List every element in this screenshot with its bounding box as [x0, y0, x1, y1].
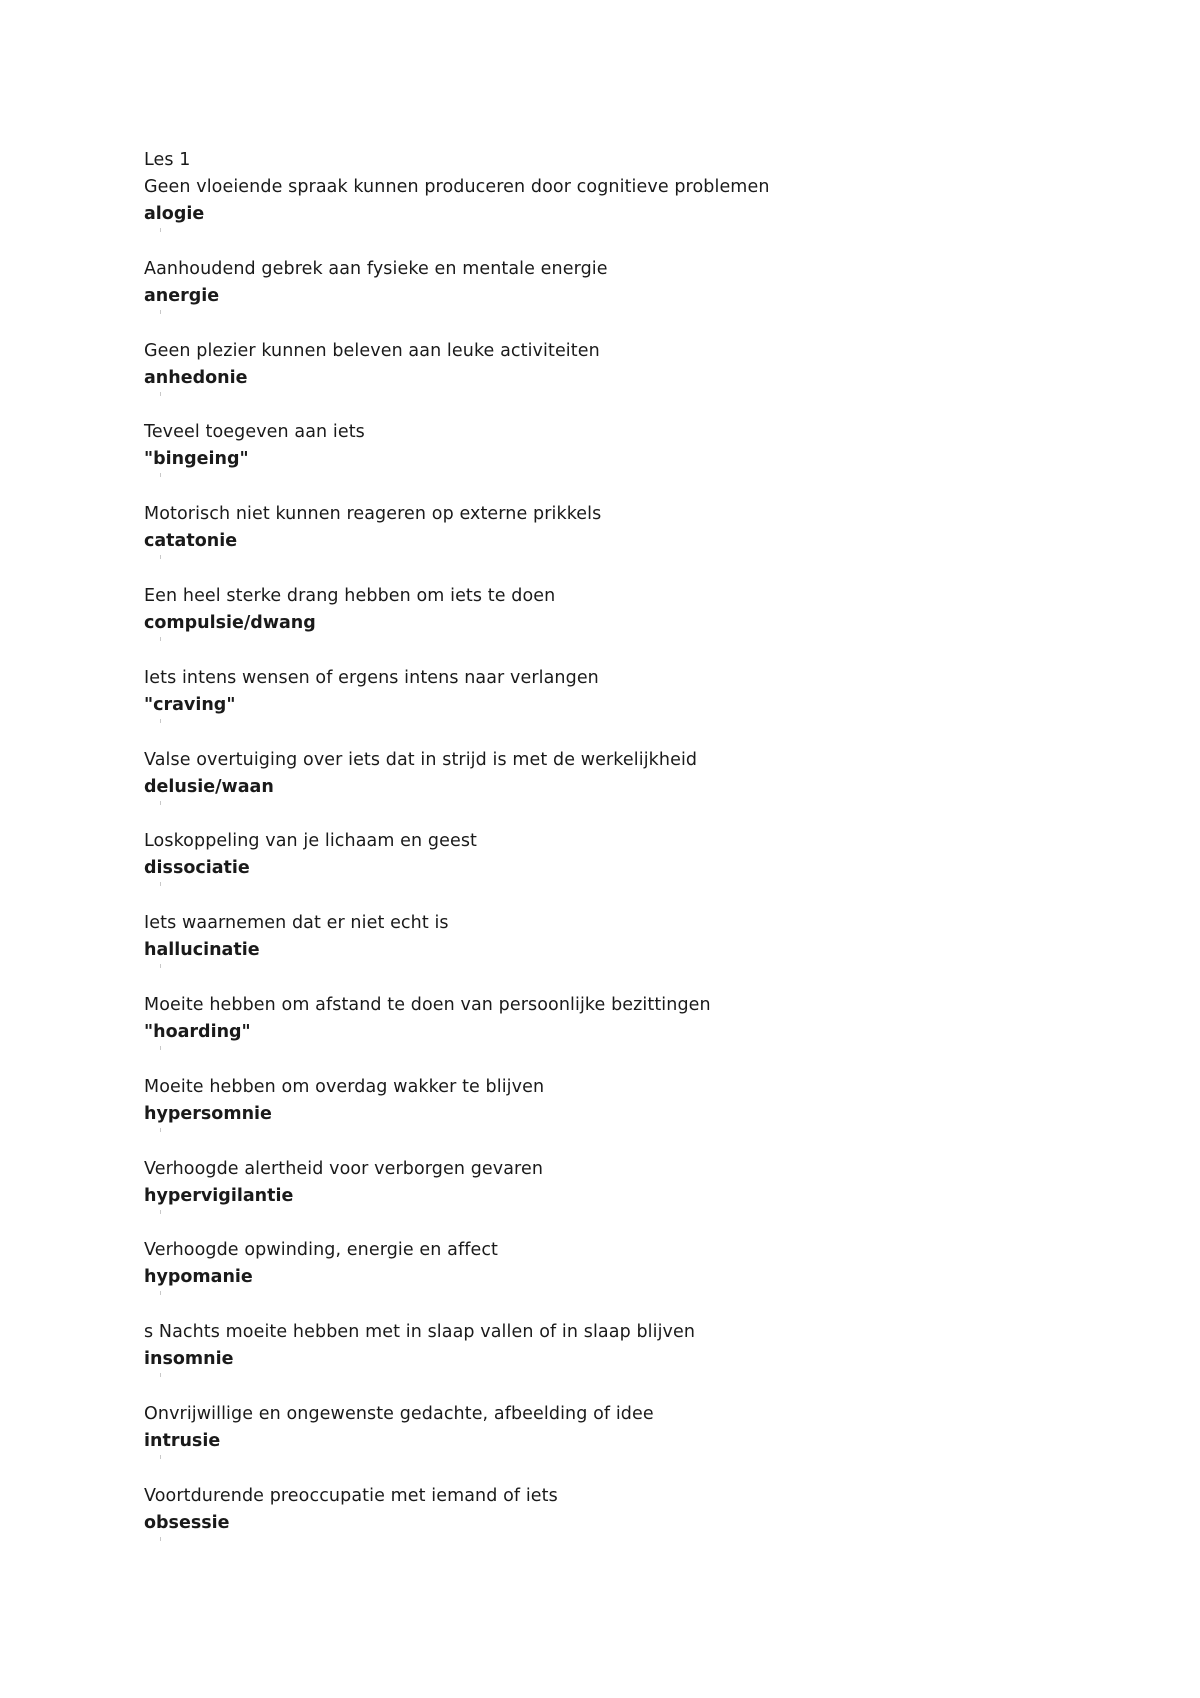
page-title: Les 1 [144, 150, 191, 170]
glossary-entry [144, 747, 1104, 829]
entry-definition: Motorisch niet kunnen reageren op externe prikkels [144, 504, 602, 525]
entry-term [144, 1264, 1104, 1291]
glossary-entry [144, 1156, 1104, 1238]
entry-term-text: obsessie [144, 1512, 230, 1533]
entry-term [144, 855, 1104, 882]
entry-term-text: alogie [144, 204, 205, 224]
glossary-entry [144, 174, 1104, 256]
comment-anchor-mark [160, 1046, 161, 1050]
entry-definition: Valse overtuiging over iets dat in strijd is met de werkelijkheid [144, 749, 698, 770]
entry-term-text: intrusie [144, 1430, 221, 1451]
glossary-entry [144, 1237, 1104, 1319]
entry-term [144, 1346, 1104, 1373]
entry-term [144, 692, 1104, 719]
glossary-entry [144, 338, 1104, 420]
glossary-entry [144, 419, 1104, 501]
entry-definition: Verhoogde opwinding, energie en affect [144, 1240, 499, 1261]
glossary-entry [144, 583, 1104, 665]
entry-term-text: anergie [144, 285, 220, 306]
glossary-list [144, 174, 1104, 1565]
entry-term-text: anhedonie [144, 367, 248, 388]
entry-term [144, 1101, 1104, 1128]
entry-definition: Onvrijwillige en ongewenste gedachte, afbeelding of idee [144, 1403, 654, 1424]
entry-term [144, 201, 1104, 228]
glossary-entry [144, 1319, 1104, 1401]
comment-anchor-mark [160, 473, 161, 477]
entry-definition: Geen vloeiende spraak kunnen produceren door cognitieve problemen [144, 177, 770, 197]
entry-definition: Voortdurende preoccupatie met iemand of iets [144, 1485, 558, 1506]
entry-term-text: "hoarding" [144, 1021, 251, 1042]
entry-term [144, 1183, 1104, 1210]
entry-term [144, 528, 1104, 555]
entry-term [144, 1019, 1104, 1046]
comment-anchor-mark [160, 1210, 161, 1214]
entry-term-text: delusie/waan [144, 776, 274, 797]
entry-definition: Aanhoudend gebrek aan fysieke en mentale energie [144, 258, 608, 279]
glossary-entry [144, 1074, 1104, 1156]
entry-definition: Verhoogde alertheid voor verborgen gevaren [144, 1158, 544, 1179]
entry-term-text: hypersomnie [144, 1103, 272, 1124]
comment-anchor-mark [160, 1291, 161, 1295]
comment-anchor-mark [160, 1455, 161, 1459]
entry-term [144, 937, 1104, 964]
comment-anchor-mark [160, 801, 161, 805]
entry-definition: Een heel sterke drang hebben om iets te doen [144, 585, 556, 606]
entry-term-text: catatonie [144, 531, 238, 552]
comment-anchor-mark [160, 637, 161, 641]
comment-anchor-mark [160, 719, 161, 723]
glossary-entry [144, 256, 1104, 338]
entry-term [144, 774, 1104, 801]
comment-anchor-mark [160, 555, 161, 559]
glossary-entry [144, 1401, 1104, 1483]
entry-definition: Iets waarnemen dat er niet echt is [144, 913, 449, 934]
entry-definition: Iets intens wensen of ergens intens naar verlangen [144, 667, 599, 688]
comment-anchor-mark [160, 392, 161, 396]
entry-term-text: "craving" [144, 694, 236, 715]
entry-term-text: insomnie [144, 1349, 234, 1370]
glossary-entry [144, 501, 1104, 583]
comment-anchor-mark [160, 882, 161, 886]
entry-term-text: dissociatie [144, 858, 250, 879]
entry-term-text: hypomanie [144, 1267, 253, 1288]
entry-term [144, 1428, 1104, 1455]
entry-term [144, 610, 1104, 637]
entry-term-text: "bingeing" [144, 449, 249, 470]
glossary-entry [144, 992, 1104, 1074]
glossary-entry [144, 828, 1104, 910]
entry-definition: Moeite hebben om overdag wakker te blijven [144, 1076, 545, 1097]
entry-term-text: hallucinatie [144, 940, 260, 961]
glossary-entry [144, 910, 1104, 992]
comment-anchor-mark [160, 1537, 161, 1541]
entry-term [144, 1510, 1104, 1537]
entry-term [144, 365, 1104, 392]
entry-term [144, 446, 1104, 473]
comment-anchor-mark [160, 1373, 161, 1377]
entry-definition: Teveel toegeven aan iets [144, 422, 365, 443]
entry-term [144, 283, 1104, 310]
entry-definition: Moeite hebben om afstand te doen van persoonlijke bezittingen [144, 994, 711, 1015]
entry-term-text: hypervigilantie [144, 1185, 294, 1206]
entry-term-text: compulsie/dwang [144, 612, 316, 633]
document-content [144, 147, 1104, 1565]
entry-definition: Loskoppeling van je lichaam en geest [144, 831, 478, 852]
comment-anchor-mark [160, 964, 161, 968]
entry-definition: Geen plezier kunnen beleven aan leuke activiteiten [144, 340, 600, 361]
comment-anchor-mark [160, 228, 161, 232]
comment-anchor-mark [160, 310, 161, 314]
entry-definition: s Nachts moeite hebben met in slaap vallen of in slaap blijven [144, 1322, 696, 1343]
comment-anchor-mark [160, 1128, 161, 1132]
glossary-entry [144, 665, 1104, 747]
glossary-entry [144, 1483, 1104, 1565]
